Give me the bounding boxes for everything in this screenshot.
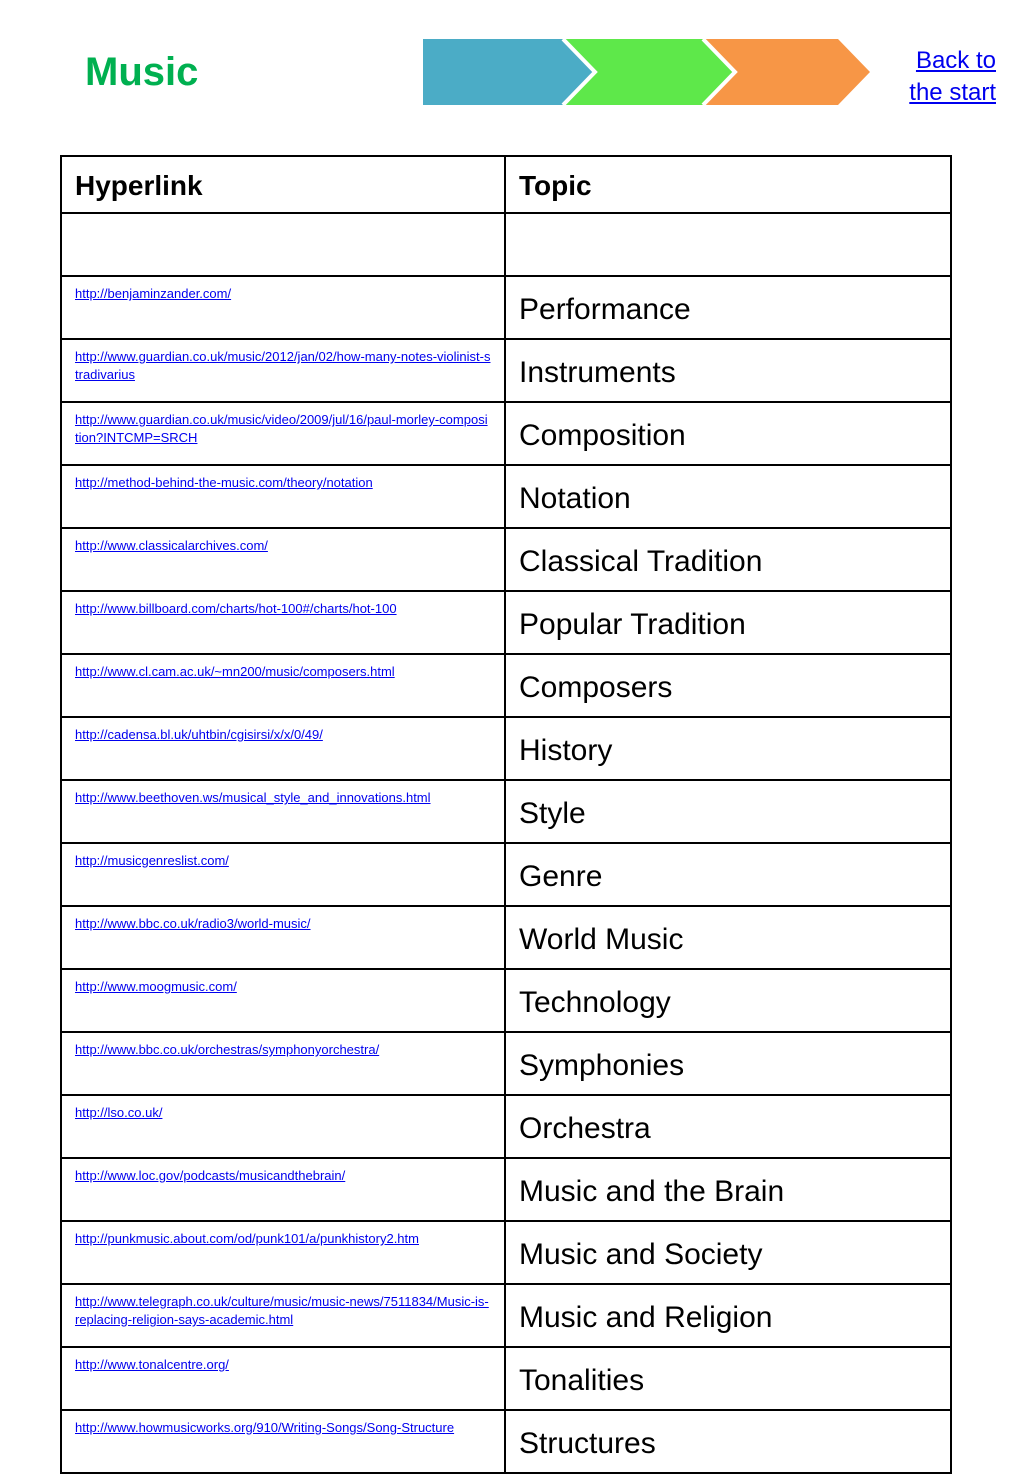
hyperlink-cell xyxy=(61,1158,505,1221)
hyperlink-cell xyxy=(61,276,505,339)
column-header-topic: Topic xyxy=(505,156,951,213)
hyperlink[interactable]: http://musicgenreslist.com/ xyxy=(75,853,229,868)
table-row xyxy=(61,654,951,717)
table-row xyxy=(61,1410,951,1473)
arrow-step-1 xyxy=(423,39,595,105)
topic-cell: Instruments xyxy=(505,339,951,402)
hyperlink-cell xyxy=(61,1095,505,1158)
topic-cell: Composers xyxy=(505,654,951,717)
hyperlink-cell xyxy=(61,1410,505,1473)
column-header-hyperlink: Hyperlink xyxy=(61,156,505,213)
topic-cell: Technology xyxy=(505,969,951,1032)
table-row xyxy=(61,1221,951,1284)
table-header-row xyxy=(61,156,951,213)
hyperlink[interactable]: http://www.loc.gov/podcasts/musicandthebrain/ xyxy=(75,1168,346,1183)
back-to-start-link[interactable]: Back to the start xyxy=(909,47,996,106)
topic-cell: Popular Tradition xyxy=(505,591,951,654)
topic-cell: History xyxy=(505,717,951,780)
hyperlink[interactable]: http://method-behind-the-music.com/theory/notation xyxy=(75,475,373,490)
table-row xyxy=(61,1158,951,1221)
table-row xyxy=(61,528,951,591)
hyperlink-cell xyxy=(61,339,505,402)
table-row xyxy=(61,591,951,654)
topic-cell: Music and the Brain xyxy=(505,1158,951,1221)
page-title: Music xyxy=(85,50,199,94)
topic-cell: Structures xyxy=(505,1410,951,1473)
table-row xyxy=(61,465,951,528)
topic-cell: World Music xyxy=(505,906,951,969)
hyperlink-cell xyxy=(61,1032,505,1095)
topic-cell: Orchestra xyxy=(505,1095,951,1158)
hyperlink-cell xyxy=(61,969,505,1032)
topic-cell: Style xyxy=(505,780,951,843)
hyperlink[interactable]: http://www.beethoven.ws/musical_style_and_innovations.html xyxy=(75,790,431,805)
hyperlink[interactable]: http://www.classicalarchives.com/ xyxy=(75,538,268,553)
hyperlink[interactable]: http://www.howmusicworks.org/910/Writing-Songs/Song-Structure xyxy=(75,1420,455,1435)
hyperlink[interactable]: http://www.cl.cam.ac.uk/~mn200/music/composers.html xyxy=(75,664,395,679)
topic-cell xyxy=(505,213,951,276)
hyperlink[interactable]: http://www.billboard.com/charts/hot-100#/charts/hot-100 xyxy=(75,601,397,616)
hyperlink[interactable]: http://www.bbc.co.uk/radio3/world-music/ xyxy=(75,916,311,931)
hyperlink[interactable]: http://www.guardian.co.uk/music/video/2009/jul/16/paul-morley-composition?INTCMP=SRCH xyxy=(75,412,488,445)
hyperlink-cell xyxy=(61,465,505,528)
hyperlink-cell xyxy=(61,528,505,591)
hyperlink[interactable]: http://cadensa.bl.uk/uhtbin/cgisirsi/x/x/0/49/ xyxy=(75,727,323,742)
table-row xyxy=(61,969,951,1032)
topic-cell: Symphonies xyxy=(505,1032,951,1095)
table-row xyxy=(61,213,951,276)
hyperlink-cell xyxy=(61,780,505,843)
hyperlink[interactable]: http://www.bbc.co.uk/orchestras/symphonyorchestra/ xyxy=(75,1042,380,1057)
hyperlink-cell xyxy=(61,1347,505,1410)
topic-cell: Notation xyxy=(505,465,951,528)
table-row xyxy=(61,1347,951,1410)
hyperlink-cell xyxy=(61,654,505,717)
process-arrows xyxy=(423,39,873,105)
hyperlink[interactable]: http://www.guardian.co.uk/music/2012/jan/02/how-many-notes-violinist-stradivarius xyxy=(75,349,491,382)
hyperlink[interactable]: http://www.moogmusic.com/ xyxy=(75,979,237,994)
table-row xyxy=(61,1284,951,1347)
hyperlink[interactable]: http://punkmusic.about.com/od/punk101/a/punkhistory2.htm xyxy=(75,1231,419,1246)
table-row xyxy=(61,1032,951,1095)
topic-cell: Genre xyxy=(505,843,951,906)
hyperlink-cell xyxy=(61,591,505,654)
hyperlink-cell xyxy=(61,402,505,465)
hyperlink[interactable]: http://benjaminzander.com/ xyxy=(75,286,232,301)
table-row xyxy=(61,717,951,780)
table-row xyxy=(61,276,951,339)
hyperlink-cell xyxy=(61,717,505,780)
hyperlink[interactable]: http://www.tonalcentre.org/ xyxy=(75,1357,229,1372)
topic-cell: Music and Religion xyxy=(505,1284,951,1347)
hyperlink-cell xyxy=(61,843,505,906)
table-row xyxy=(61,339,951,402)
hyperlink-cell xyxy=(61,1221,505,1284)
table-row xyxy=(61,1095,951,1158)
table-row xyxy=(61,906,951,969)
table-row xyxy=(61,843,951,906)
topic-cell: Composition xyxy=(505,402,951,465)
hyperlink[interactable]: http://www.telegraph.co.uk/culture/music/music-news/7511834/Music-is-replacing-religion-says-academic.html xyxy=(75,1294,489,1327)
topic-cell: Music and Society xyxy=(505,1221,951,1284)
table-row xyxy=(61,780,951,843)
table-row xyxy=(61,402,951,465)
hyperlink-topic-table xyxy=(60,155,952,1474)
hyperlink-cell xyxy=(61,1284,505,1347)
topic-cell: Performance xyxy=(505,276,951,339)
hyperlink-cell xyxy=(61,213,505,276)
topic-cell: Classical Tradition xyxy=(505,528,951,591)
hyperlink-cell xyxy=(61,906,505,969)
topic-cell: Tonalities xyxy=(505,1347,951,1410)
hyperlink[interactable]: http://lso.co.uk/ xyxy=(75,1105,163,1120)
